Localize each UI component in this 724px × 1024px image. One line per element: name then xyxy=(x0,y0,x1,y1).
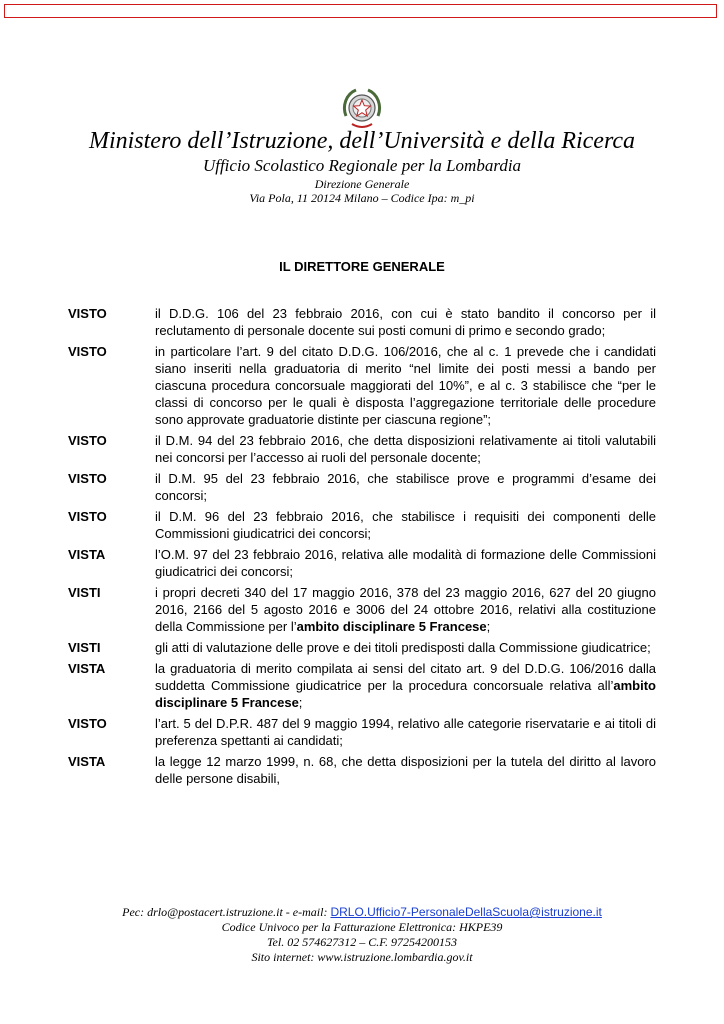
clause-body: i propri decreti 340 del 17 maggio 2016, 378 del 23 maggio 2016, 627 del 20 giugno 2016, 2166 del 5 agosto 2016 e 3006 del 24 ottobre 2016, relativi alla costituzione della Commissione per l’ xyxy=(155,585,656,634)
clause-body: il D.M. 96 del 23 febbraio 2016, che stabilisce i requisiti dei componenti delle Commissioni giudicatrici dei concorsi; xyxy=(155,509,656,541)
clause-text xyxy=(155,343,656,428)
clause-body: il D.D.G. 106 del 23 febbraio 2016, con cui è stato bandito il concorso per il reclutamento di personale docente sui posti comuni di primo e secondo grado; xyxy=(155,306,656,338)
clause-text xyxy=(155,660,656,711)
republic-emblem-icon xyxy=(340,86,384,130)
footer-website: Sito internet: www.istruzione.lombardia.gov.it xyxy=(251,950,473,964)
clause-keyword: VISTA xyxy=(68,754,106,769)
clause-tail: ; xyxy=(486,619,491,634)
clause-text xyxy=(155,305,656,339)
clause-text xyxy=(155,432,656,466)
clause-text xyxy=(155,508,656,542)
clause-item xyxy=(68,470,656,504)
footer-pec: Pec: drlo@postacert.istruzione.it - e-mail: xyxy=(122,905,331,919)
clause-keyword: VISTO xyxy=(68,306,107,321)
clause-keyword: VISTA xyxy=(68,547,106,562)
footer-phone: Tel. 02 574627312 – C.F. 97254200153 xyxy=(266,935,458,949)
clause-keyword: VISTI xyxy=(68,585,101,600)
clause-item xyxy=(68,584,656,635)
clause-item xyxy=(68,660,656,711)
top-frame xyxy=(4,4,717,18)
clause-bold: ambito disciplinare 5 Francese xyxy=(296,619,487,634)
clause-body: l’art. 5 del D.P.R. 487 del 9 maggio 1994, relativo alle categorie riservatarie e ai titoli di preferenza spettanti ai candidati; xyxy=(155,716,656,748)
footer-billing: Codice Univoco per la Fatturazione Elettronica: HKPE39 xyxy=(221,920,503,934)
clause-item xyxy=(68,753,656,787)
clause-body: il D.M. 94 del 23 febbraio 2016, che detta disposizioni relativamente ai titoli valutabili nei concorsi per l’accesso ai ruoli del personale docente; xyxy=(155,433,656,465)
office-address: Via Pola, 11 20124 Milano – Codice Ipa: m_pi xyxy=(249,191,475,205)
clause-item xyxy=(68,546,656,580)
clause-text xyxy=(155,715,656,749)
footer-email-link[interactable]: DRLO.Ufficio7-PersonaleDellaScuola@istruzione.it xyxy=(330,905,602,919)
clause-body: il D.M. 95 del 23 febbraio 2016, che stabilisce prove e programmi d’esame dei concorsi; xyxy=(155,471,656,503)
clause-body: la graduatoria di merito compilata ai sensi del citato art. 9 del D.D.G. 106/2016 dalla suddetta Commissione giudicatrice per la procedura concorsuale relativa all’ xyxy=(155,661,656,693)
clause-body: gli atti di valutazione delle prove e dei titoli predisposti dalla Commissione giudicatrice; xyxy=(155,640,651,655)
document-title: IL DIRETTORE GENERALE xyxy=(279,259,445,274)
clause-keyword: VISTO xyxy=(68,716,107,731)
clause-item xyxy=(68,715,656,749)
clause-item xyxy=(68,305,656,339)
footer xyxy=(0,905,724,965)
clause-body: la legge 12 marzo 1999, n. 68, che detta disposizioni per la tutela del diritto al lavoro delle persone disabili, xyxy=(155,754,656,786)
clause-text xyxy=(155,639,656,656)
clause-item xyxy=(68,432,656,466)
clause-keyword: VISTO xyxy=(68,509,107,524)
clause-keyword: VISTA xyxy=(68,661,106,676)
clause-text xyxy=(155,546,656,580)
direction-name: Direzione Generale xyxy=(314,177,410,191)
clause-item xyxy=(68,343,656,428)
clause-item xyxy=(68,508,656,542)
clause-keyword: VISTO xyxy=(68,471,107,486)
clause-text xyxy=(155,584,656,635)
clause-keyword: VISTO xyxy=(68,433,107,448)
clause-text xyxy=(155,753,656,787)
clause-text xyxy=(155,470,656,504)
clause-bold: ambito disciplinare 5 Francese xyxy=(155,678,656,710)
clause-body: in particolare l’art. 9 del citato D.D.G. 106/2016, che al c. 1 prevede che i candidati siano inseriti nella graduatoria di merito “nel limite dei posti messi a bando per ciascuna procedura concorsuale maggiorati del 10%”, e al c. 3 stabilisce che “per le classi di concorso per le quali è disposta l’aggregazione territoriale delle procedure sono approvate graduatorie distinte per ciascuna regione”; xyxy=(155,344,656,427)
clause-list xyxy=(68,305,656,791)
clause-body: l’O.M. 97 del 23 febbraio 2016, relativa alle modalità di formazione delle Commissioni giudicatrici dei concorsi; xyxy=(155,547,656,579)
clause-item xyxy=(68,639,656,656)
clause-keyword: VISTO xyxy=(68,344,107,359)
ministry-name: Ministero dell’Istruzione, dell’Università e della Ricerca xyxy=(88,128,636,154)
office-name: Ufficio Scolastico Regionale per la Lombardia xyxy=(202,156,522,175)
clause-keyword: VISTI xyxy=(68,640,101,655)
clause-tail: ; xyxy=(298,695,303,710)
